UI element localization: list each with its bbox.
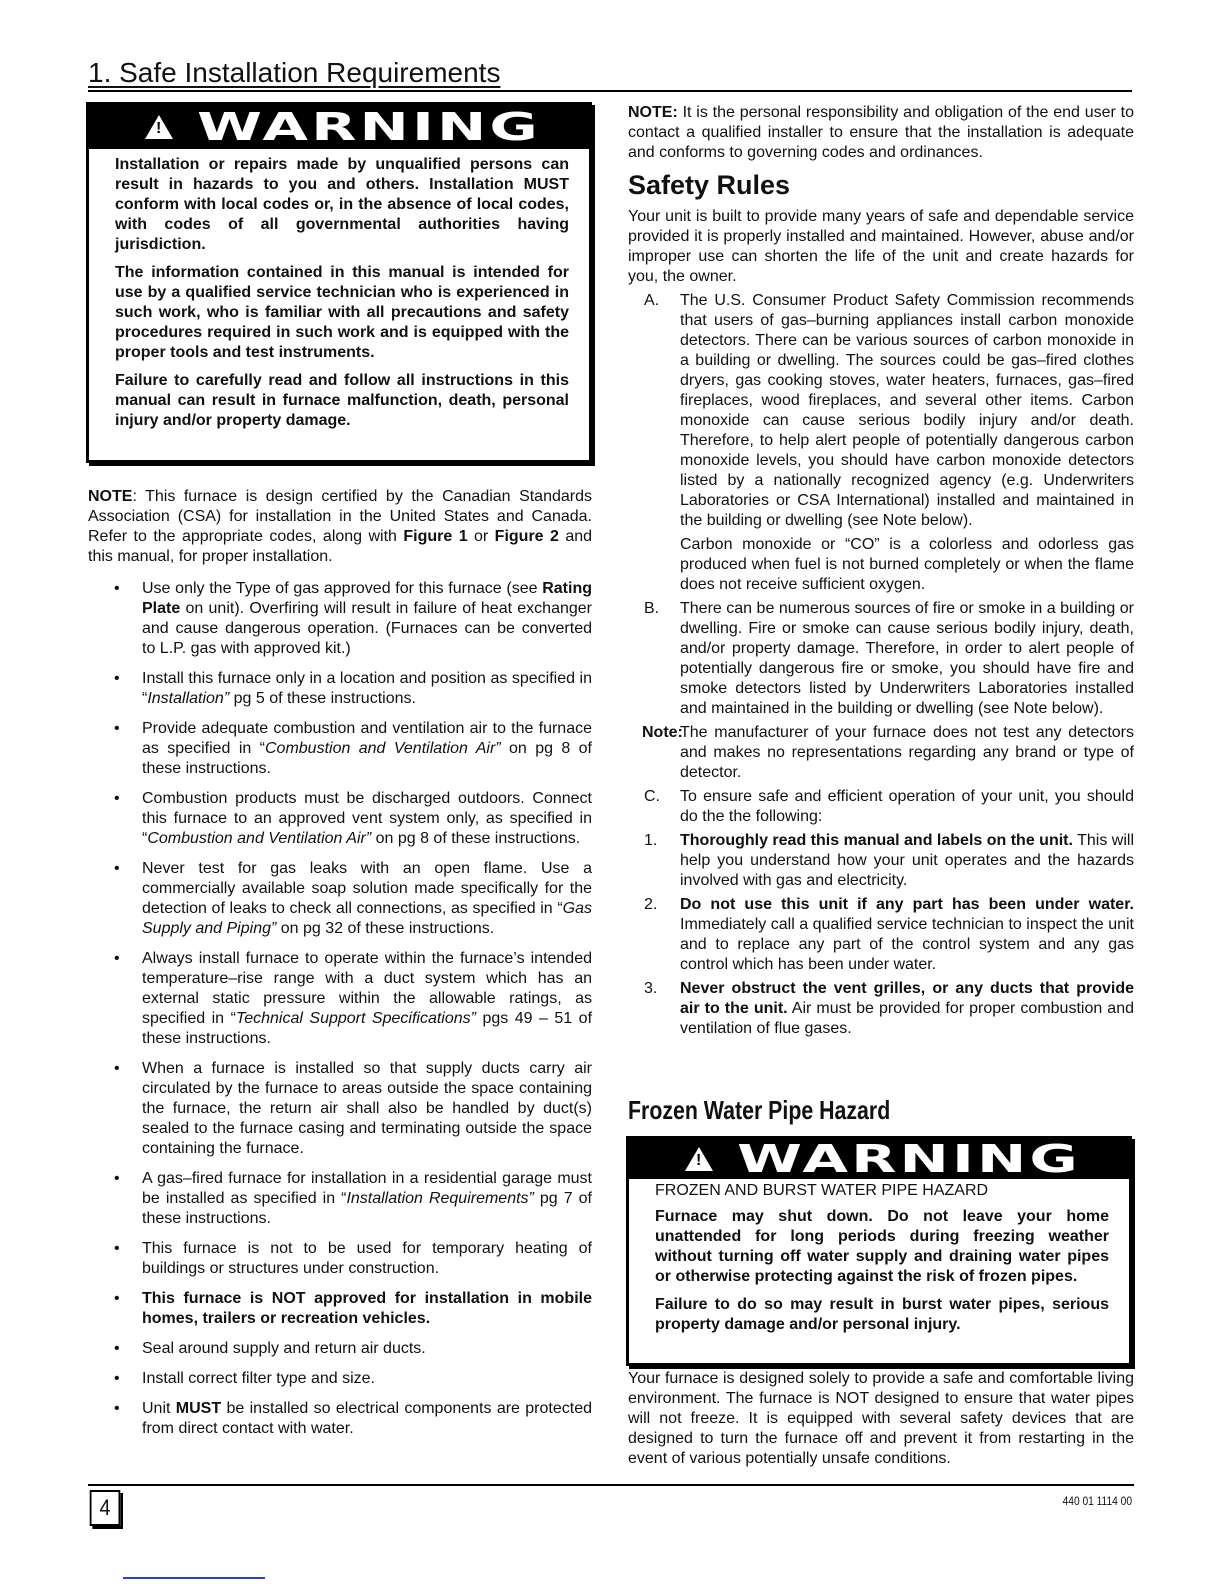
note-label: NOTE: bbox=[628, 104, 678, 121]
warning-paragraph: The information contained in this manual is intended for use by a qualified service technician who is experienced in such work, who is familiar with all precautions and safety procedures required in such work and is equipped with the proper tools and test instruments. bbox=[115, 264, 569, 361]
page-title-text: 1. Safe Installation Requirements bbox=[88, 57, 501, 88]
installer-note: NOTE: It is the personal responsibility and obligation of the end user to contact a qualified installer to ensure that the installation is adequate and conforms to governing codes and ordinances. bbox=[628, 104, 1134, 161]
warning-box-installation bbox=[86, 102, 592, 463]
safety-item-c: C. To ensure safe and efficient operation of your unit, you should do the the following: bbox=[644, 788, 1134, 825]
page-title bbox=[88, 56, 1132, 92]
list-item: • Always install furnace to operate within the furnace’s intended temperature–rise range with a duct system which has an external static pressure within the allowable ratings, as specified in “Technical Support Specifications” pgs 49 – 51 of these instructions. bbox=[88, 949, 592, 1049]
footer-rule bbox=[88, 1484, 1134, 1486]
warning-triangle-icon bbox=[685, 1147, 713, 1171]
safety-rules-intro: Your unit is built to provide many years of safe and dependable service provided it is properly installed and maintained. However, abuse and/or improper use can shorten the life of the unit and create hazards for you, the owner. bbox=[628, 208, 1134, 285]
warning-header-label: WARNING bbox=[737, 1137, 1081, 1181]
detector-note: Note: The manufacturer of your furnace does not test any detectors and makes no representations regarding any brand or type of detector. bbox=[642, 724, 1134, 781]
list-item: • Provide adequate combustion and ventilation air to the furnace as specified in “Combustion and Ventilation Air” on pg 8 of these instructions. bbox=[88, 719, 592, 779]
numbered-item-1: 1. Thoroughly read this manual and labels on the unit. This will help you understand how your unit operates and the hazards involved with gas and electricity. bbox=[644, 832, 1135, 889]
figure-1-ref: Figure 1 bbox=[403, 528, 468, 545]
note-label: NOTE bbox=[88, 488, 133, 505]
warning-paragraph: Installation or repairs made by unqualified persons can result in hazards to you and others. Installation MUST conform with local codes or, in the absence of local codes, with codes of all governmental authorities having jurisdiction. bbox=[115, 156, 569, 253]
numbered-item-3: 3. Never obstruct the vent grilles, or any ducts that provide air to the unit. Air must be provided for proper combustion and ventilation of flue gases. bbox=[644, 980, 1134, 1037]
page-number: 4 bbox=[90, 1490, 121, 1526]
list-item: • This furnace is NOT approved for installation in mobile homes, trailers or recreation vehicles. bbox=[88, 1289, 592, 1329]
warning-paragraph: Failure to do so may result in burst water pipes, serious property damage and/or personal injury. bbox=[655, 1296, 1109, 1333]
warning-header-label: WARNING bbox=[197, 105, 541, 149]
warning-triangle-icon bbox=[145, 115, 173, 139]
warning-body bbox=[89, 149, 589, 447]
csa-note: NOTE: This furnace is design certified by the Canadian Standards Association (CSA) for installation in the United States and Canada. Refer to the appropriate codes, along with Figure 1 or Figure 2 and this manual, for proper installation. bbox=[88, 488, 593, 565]
warning-header bbox=[629, 1139, 1129, 1179]
list-item: • Install this furnace only in a location and position as specified in “Installation” pg 5 of these instructions. bbox=[88, 669, 592, 709]
safety-rules-heading: Safety Rules bbox=[628, 170, 791, 200]
warning-paragraph: Furnace may shut down. Do not leave your home unattended for long periods during freezing weather without turning off water supply and draining water pipes or otherwise protecting against the risk of frozen pipes. bbox=[655, 1208, 1109, 1285]
warning-header bbox=[89, 105, 589, 149]
list-item: • A gas–fired furnace for installation in a residential garage must be installed as specified in “Installation Requirements” pg 7 of these instructions. bbox=[88, 1169, 592, 1229]
list-item: • Install correct filter type and size. bbox=[88, 1369, 592, 1389]
installation-bullet-list bbox=[88, 579, 592, 1439]
list-item: • Unit MUST be installed so electrical components are protected from direct contact with water. bbox=[88, 1399, 592, 1439]
list-item: • Use only the Type of gas approved for this furnace (see Rating Plate on unit). Overfiring will result in failure of heat exchanger and cause dangerous operation. (Furnaces can be converted to L.P. gas with approved kit.) bbox=[88, 579, 592, 659]
link-underline bbox=[123, 1577, 265, 1579]
left-column-text bbox=[88, 487, 592, 1449]
list-item: • Seal around supply and return air ducts. bbox=[88, 1339, 592, 1359]
frozen-body-text: Your furnace is designed solely to provide a safe and comfortable living environment. The furnace is NOT designed to ensure that water pipes will not freeze. It is equipped with several safety devices that are designed to turn the furnace off and prevent it from restarting in the event of various potentially unsafe conditions. bbox=[628, 1370, 1134, 1467]
list-item: • Combustion products must be discharged outdoors. Connect this furnace to an approved vent system only, as specified in “Combustion and Ventilation Air” on pg 8 of these instructions. bbox=[88, 789, 592, 849]
warning-subtitle: FROZEN AND BURST WATER PIPE HAZARD bbox=[655, 1182, 989, 1199]
list-item: • When a furnace is installed so that supply ducts carry air circulated by the furnace to areas outside the space containing the furnace, the return air shall also be handled by duct(s) sealed to the furnace casing and terminating outside the space containing the furnace. bbox=[88, 1059, 592, 1159]
warning-body bbox=[629, 1179, 1129, 1351]
list-item: • Never test for gas leaks with an open flame. Use a commercially available soap solution made specifically for the detection of leaks to check all connections, as specified in “Gas Supply and Piping” on pg 32 of these instructions. bbox=[88, 859, 592, 939]
frozen-heading-wrap bbox=[628, 1094, 948, 1126]
frozen-pipe-heading: Frozen Water Pipe Hazard bbox=[628, 1095, 891, 1125]
safety-item-b: B. There can be numerous sources of fire or smoke in a building or dwelling. Fire or smoke can cause serious bodily injury, death, and/or property damage. Therefore, in order to alert people of potentially dangerous fire or smoke, you should have fire and smoke detectors listed by Underwriters Laboratories installed and maintained in the building or dwelling (see Note below). bbox=[644, 600, 1134, 717]
document-number: 440 01 1114 00 bbox=[1062, 1494, 1132, 1508]
safety-item-a: A. The U.S. Consumer Product Safety Commission recommends that users of gas–burning appliances install carbon monoxide detectors. There can be various sources of carbon monoxide in a building or dwelling. The sources could be gas–fired clothes dryers, gas cooking stoves, water heaters, furnaces, gas–fired fireplaces, wood fireplaces, and several other items. Carbon monoxide can cause serious bodily injury and/or death. Therefore, to help alert people of potentially dangerous carbon monoxide levels, you should have carbon monoxide detectors listed by a nationally recognized agency (e.g. Underwriters Laboratories or CSA International) installed and maintained in the building or dwelling (see Note below). bbox=[644, 292, 1134, 529]
co-definition: Carbon monoxide or “CO” is a colorless and odorless gas produced when fuel is not burned completely or when the flame does not receive sufficient oxygen. bbox=[680, 536, 1134, 593]
warning-paragraph: Failure to carefully read and follow all instructions in this manual can result in furnace malfunction, death, personal injury and/or property damage. bbox=[115, 372, 569, 429]
right-column-text bbox=[628, 103, 1134, 1043]
numbered-item-2: 2. Do not use this unit if any part has been under water. Immediately call a qualified service technician to inspect the unit and to replace any part of the control system and any gas control which has been under water. bbox=[644, 896, 1134, 973]
warning-box-frozen-pipes bbox=[626, 1136, 1132, 1366]
figure-2-ref: Figure 2 bbox=[494, 528, 559, 545]
list-item: • This furnace is not to be used for temporary heating of buildings or structures under construction. bbox=[88, 1239, 592, 1279]
